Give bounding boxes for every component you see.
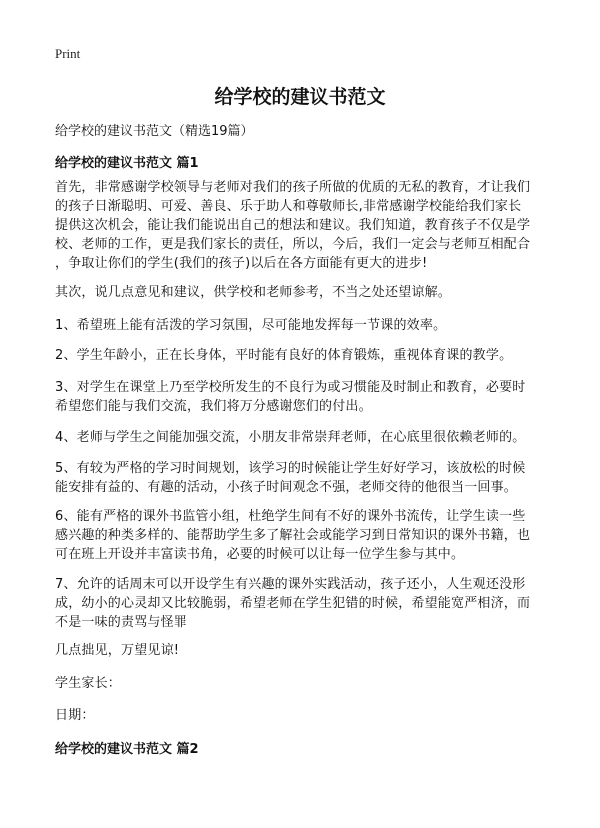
section-heading-2: 给学校的建议书范文 篇2 <box>55 742 199 757</box>
page-title: 给学校的建议书范文 <box>214 86 386 108</box>
text-line: 6、能有严格的课外书监管小组，杜绝学生间有不好的课外书流传，让学生读一些 <box>55 509 526 524</box>
paragraph-date <box>55 706 553 725</box>
text-line: 2、学生年龄小，正在长身体，平时能有良好的体育锻炼，重视体育课的教学。 <box>55 348 513 363</box>
text-line: 学生家长： <box>55 676 122 691</box>
text-line: 希望您们能与我们交流，我们将万分感谢您们的付出。 <box>55 399 372 414</box>
paragraph-item-7 <box>55 575 553 632</box>
paragraph-closing <box>55 641 553 660</box>
paragraph-intro <box>55 178 553 273</box>
paragraph-item-4 <box>55 428 553 447</box>
paragraph-item-5 <box>55 459 553 497</box>
paragraph-item-6 <box>55 507 553 564</box>
paragraph-item-3 <box>55 378 553 416</box>
paragraph-suggestions-intro <box>55 283 553 302</box>
paragraph-item-2 <box>55 346 553 365</box>
text-line: 其次，说几点意见和建议，供学校和老师参考，不当之处还望谅解。 <box>55 285 452 300</box>
text-line: 能安排有益的、有趣的活动，小孩子时间观念不强，老师交待的他很当一回事。 <box>55 480 518 495</box>
text-line: 的孩子日渐聪明、可爱、善良、乐于助人和尊敬师长,非常感谢学校能给我们家长 <box>55 199 522 214</box>
text-line: 成，幼小的心灵却又比较脆弱，希望老师在学生犯错的时候，希望能宽严相济，而 <box>55 596 531 611</box>
paragraph-item-1 <box>55 316 553 335</box>
text-line: 不是一味的责骂与怪罪 <box>55 615 188 630</box>
text-line: 提供这次机会，能让我们能说出自己的想法和建议。我们知道，教育孩子不仅是学 <box>55 218 531 233</box>
text-line: 7、允许的话周末可以开设学生有兴趣的课外实践活动，孩子还小，人生观还没形 <box>55 577 526 592</box>
text-line: 3、对学生在课堂上乃至学校所发生的不良行为或习惯能及时制止和教育，必要时 <box>55 380 526 395</box>
paragraph-parent-signature <box>55 674 553 693</box>
section-heading-1: 给学校的建议书范文 篇1 <box>55 156 199 171</box>
text-line: 5、有较为严格的学习时间规划，该学习的时候能让学生好好学习，该放松的时候 <box>55 461 526 476</box>
text-line: ，争取让你们的学生(我们的孩子)以后在各方面能有更大的进步! <box>55 256 428 271</box>
document-subtitle: 给学校的建议书范文（精选19篇） <box>55 124 254 139</box>
text-line: 1、希望班上能有活泼的学习氛围，尽可能地发挥每一节课的效率。 <box>55 318 447 333</box>
text-line: 可在班上开设并丰富读书角，必要的时候可以让每一位学生参与其中。 <box>55 547 465 562</box>
text-line: 几点拙见，万望见谅! <box>55 643 180 658</box>
text-line: 首先，非常感谢学校领导与老师对我们的孩子所做的优质的无私的教育，才让我们 <box>55 180 531 195</box>
text-line: 校、老师的工作，更是我们家长的责任，所以，今后，我们一定会与老师互相配合 <box>55 237 531 252</box>
text-line: 日期： <box>55 708 95 723</box>
print-link[interactable]: Print <box>55 46 81 61</box>
text-line: 4、老师与学生之间能加强交流，小朋友非常崇拜老师，在心底里很依赖老师的。 <box>55 430 526 445</box>
text-line: 感兴趣的种类多样的、能帮助学生多了解社会或能学习到日常知识的课外书籍，也 <box>55 528 531 543</box>
